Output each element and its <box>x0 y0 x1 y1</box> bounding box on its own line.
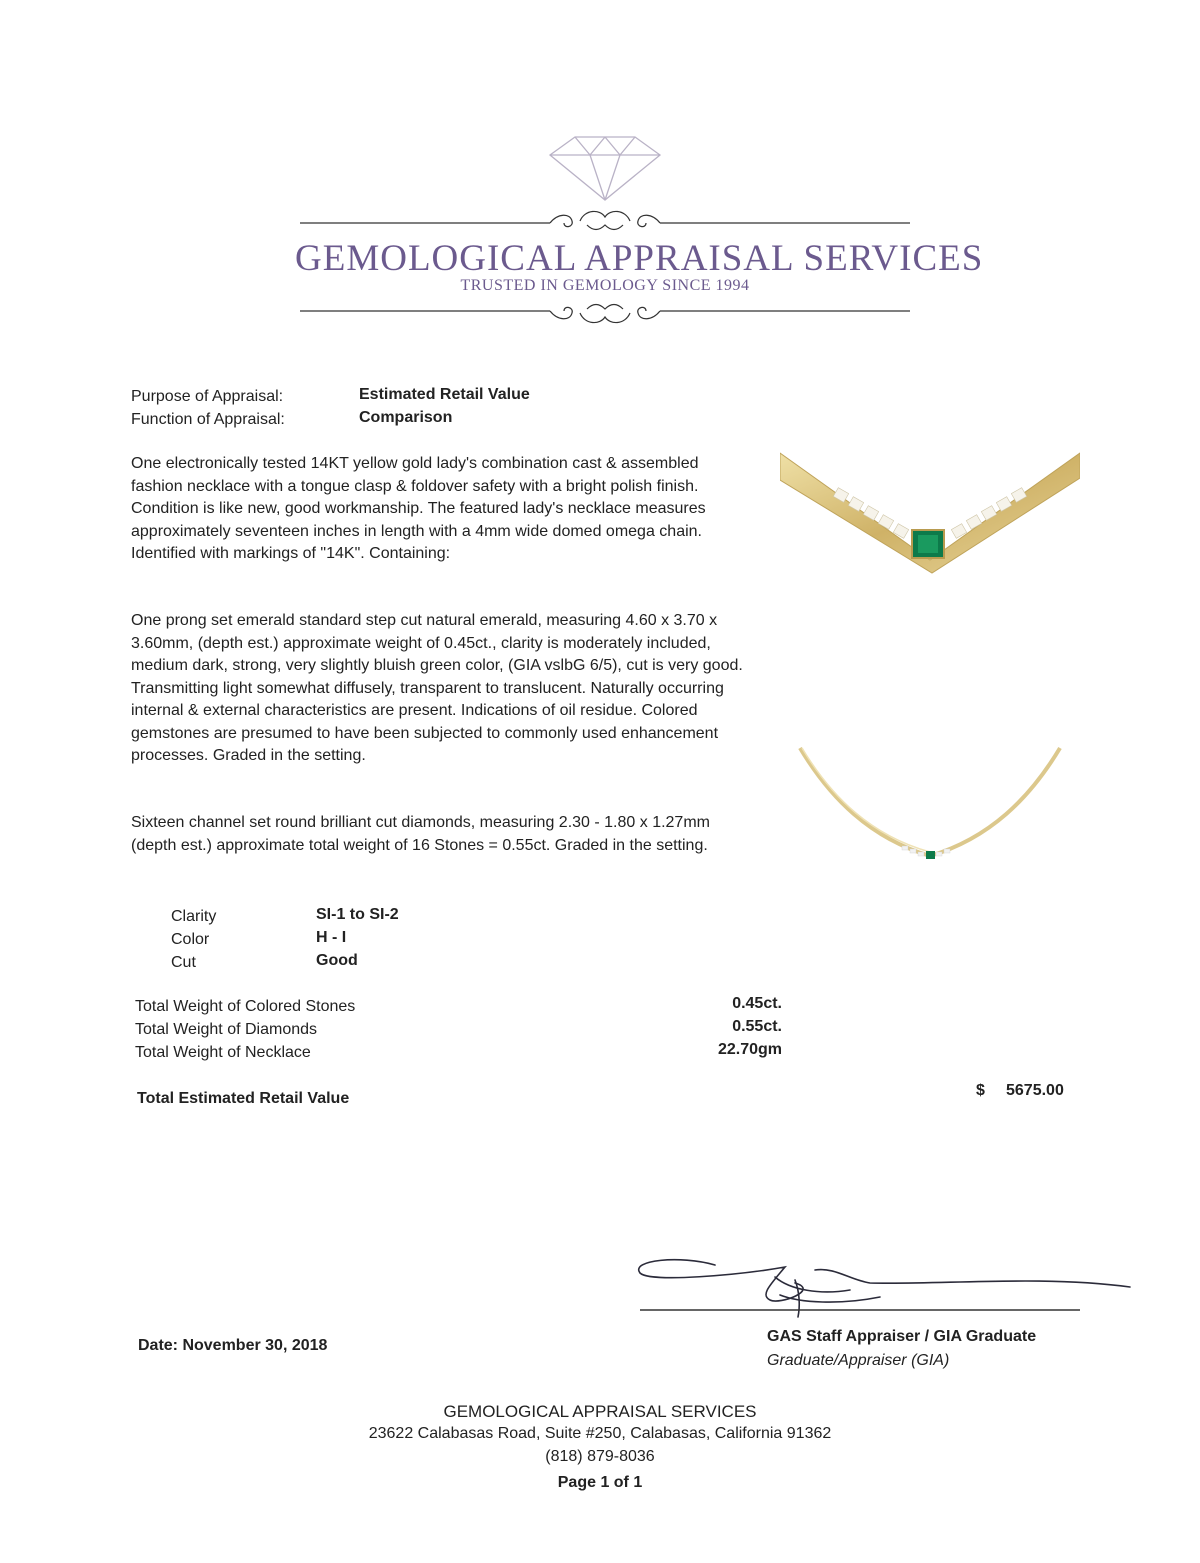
grading-value-color: H - I <box>316 929 347 946</box>
retail-amount: 5675.00 <box>1006 1082 1064 1099</box>
necklace-closeup-photo <box>780 448 1080 578</box>
grading-value-clarity: SI-1 to SI-2 <box>316 906 399 923</box>
purpose-value: Estimated Retail Value <box>359 386 530 403</box>
diamond-logo-icon <box>295 125 984 340</box>
purpose-label: Purpose of Appraisal: <box>131 388 284 405</box>
emerald-description: One prong set emerald standard step cut natural emerald, measuring 4.60 x 3.70 x 3.60mm, (depth est.) approximate weight of 0.45ct., clarity is moderately included, medium dark, strong, very slightly bluish green color, (GIA vslbG 6/5), cut is very good. Transmitting light somewhat diffusely, transparent to translucent. Naturally occurring internal & external characteristics are present. Indications of oil residue. Colored gemstones are presumed to have been subjected to commonly used enhancement processes. Graded in the setting. <box>131 612 743 764</box>
total-label-necklace: Total Weight of Necklace <box>135 1044 311 1061</box>
total-value-diamonds: 0.55ct. <box>732 1018 782 1035</box>
company-name: GEMOLOGICAL APPRAISAL SERVICES <box>295 238 984 279</box>
footer-address: 23622 Calabasas Road, Suite #250, Calabasas, California 91362 <box>368 1425 832 1442</box>
appraiser-subtitle: Graduate/Appraiser (GIA) <box>767 1352 950 1369</box>
retail-value-label: Total Estimated Retail Value <box>137 1090 350 1107</box>
total-value-colored-stones: 0.45ct. <box>732 995 782 1012</box>
total-label-colored-stones: Total Weight of Colored Stones <box>135 998 356 1015</box>
grading-label-clarity: Clarity <box>171 908 217 925</box>
grading-label-cut: Cut <box>171 954 196 971</box>
total-value-necklace: 22.70gm <box>717 1041 782 1058</box>
grading-label-color: Color <box>171 931 210 948</box>
function-label: Function of Appraisal: <box>131 411 285 428</box>
company-logo <box>295 125 984 340</box>
necklace-full-photo <box>790 738 1070 868</box>
appraiser-title: GAS Staff Appraiser / GIA Graduate <box>767 1328 1037 1345</box>
signature-icon <box>620 1235 1140 1325</box>
footer-company: GEMOLOGICAL APPRAISAL SERVICES <box>443 1402 757 1421</box>
total-label-diamonds: Total Weight of Diamonds <box>135 1021 318 1038</box>
appraisal-date: Date: November 30, 2018 <box>138 1337 328 1354</box>
diamond-description: Sixteen channel set round brilliant cut diamonds, measuring 2.30 - 1.80 x 1.27mm (depth est.) approximate total weight of 16 Stones = 0.55ct. Graded in the setting. <box>131 814 710 854</box>
company-tagline: TRUSTED IN GEMOLOGY SINCE 1994 <box>460 277 750 294</box>
necklace-description: One electronically tested 14KT yellow gold lady's combination cast & assembled fashion necklace with a tongue clasp & foldover safety with a bright polish finish. Condition is like new, good workmanship. The featured lady's necklace measures approximately seventeen inches in length with a 4mm wide domed omega chain. Identified with markings of "14K". Containing: <box>131 455 706 562</box>
function-value: Comparison <box>359 409 453 426</box>
retail-currency: $ <box>976 1082 985 1099</box>
grading-value-cut: Good <box>316 952 358 969</box>
page-number: Page 1 of 1 <box>557 1474 643 1491</box>
necklace-full-image <box>790 738 1070 868</box>
necklace-closeup-image <box>780 448 1080 578</box>
footer-phone: (818) 879-8036 <box>545 1448 655 1465</box>
